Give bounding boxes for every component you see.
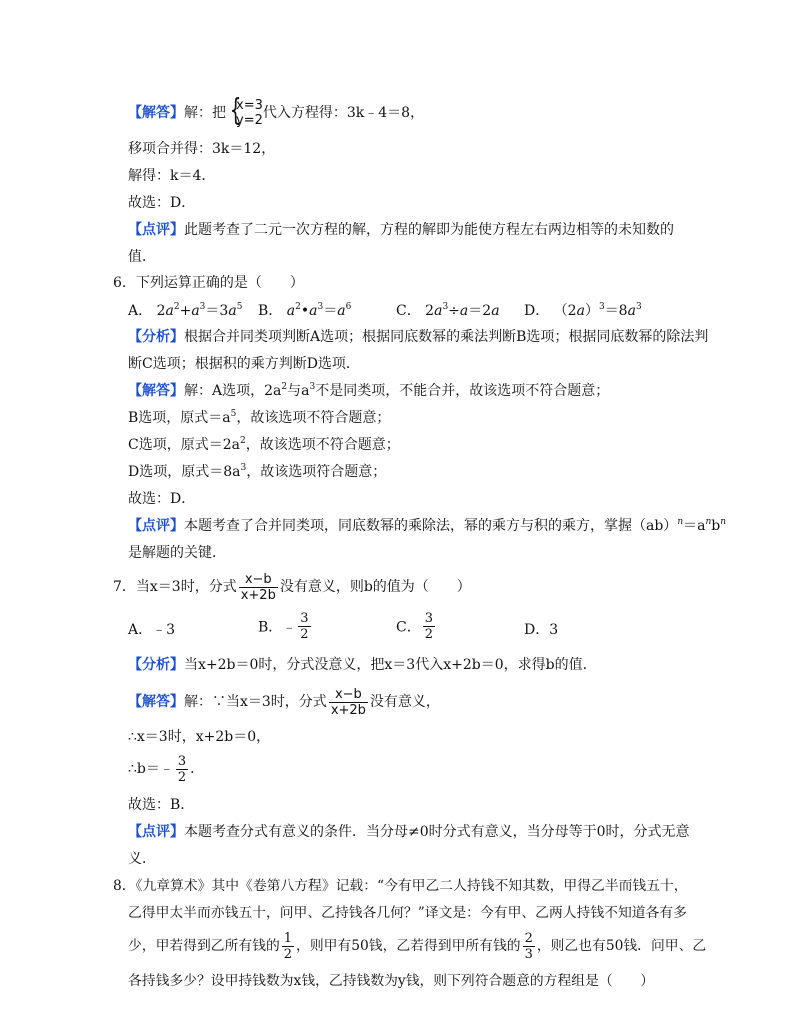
stem-text: 少，甲若得到乙所有钱的 [128,938,280,954]
answer-line: C选项，原式$=2a^2$，故该选项不符合题意； [128,436,400,453]
fraction-numerator: 3 [424,611,433,626]
answer-text: ，故该选项符合题意； [246,464,387,480]
solution-step: 解得：k＝4． [128,168,216,184]
fraction-numerator: 1 [283,931,293,946]
answer-text: 解：A选项，2a [184,383,282,399]
option-label: C． [396,303,421,319]
option-c: C． $2a^3\div a=2a$ [396,302,500,319]
comment-text: 是解题的关键． [128,545,226,561]
fraction-numerator: 2 [524,931,533,946]
solution-step: 移项合并得：3k＝12， [128,141,276,157]
comment-text: ＝a [683,518,706,534]
option-d: D．3 [524,622,559,638]
analysis-tag: 【分析】 [128,657,184,673]
answer-text: ． [190,761,205,777]
answer-text: 解：∵当x＝3时，分式 [184,694,327,710]
comment-tag: 【点评】 [128,518,184,534]
fraction-denominator: 2 [177,769,187,785]
question-stem [128,928,706,964]
answer-tag: 【解答】 [128,105,184,121]
option-c [396,611,437,642]
stem-text: ，则甲有50钱，乙若得到甲所有钱的 [296,938,521,954]
comment-line [128,822,690,842]
analysis-text: 当x+2b＝0时，分式没意义，把x＝3代入x+2b＝0，求得b的值． [184,657,597,673]
answer-text: ∴b＝﹣ [128,761,174,777]
brace-icon: { [229,93,242,128]
question-stem: 6．下列运算正确的是（ ） [113,275,304,291]
answer-text: 没有意义， [369,694,440,710]
equation-system [226,93,263,128]
choice-line: 故选：B． [128,797,195,813]
fraction-denominator: x+2b [240,587,276,603]
comment-text: 本题考查分式有意义的条件．当分母≠0时分式有意义，当分母等于0时，分式无意 [184,824,690,840]
question-stem: 乙得甲太半而亦钱五十，问甲、乙持钱各几何？”译文是：今有甲、乙两人持钱不知道各有多 [128,905,687,921]
stem-text: 7．当x＝3时，分式 [113,579,237,595]
fraction-numerator: 3 [300,611,309,626]
option-label: C． [396,619,421,636]
analysis-line [128,655,597,675]
question-stem [113,570,471,604]
fraction [282,931,294,962]
fraction-denominator: 2 [300,627,309,642]
option-d: D． $(2a)^3=8a^3$ [524,302,642,319]
answer-text: 解：把 [184,105,226,121]
comment-text: 此题考查了二元一次方程的解，方程的解即为能使方程左右两边相等的未知数的 [184,222,674,238]
solution-step [128,752,204,786]
fraction-denominator: 2 [283,947,293,962]
system-row-2: y=2 [236,113,263,128]
option-label: D． [524,303,550,319]
answer-text: B选项，原式＝a [128,410,231,426]
fraction [423,611,435,642]
answer-text: ，故该选项不符合题意； [236,410,391,426]
comment-text: 义． [128,851,156,867]
answer-text: 代入方程得：3k﹣4＝8， [262,105,425,121]
comment-tag: 【点评】 [128,222,184,238]
option-label: B． [258,303,283,319]
fraction-numerator: x−b [329,687,368,703]
question-stem: 8．《九章算术》其中《卷第八方程》记载：“今有甲乙二人持钱不知其数，甲得乙半而钱五十， [113,878,688,894]
answer-line: 【解答】解：A选项，$2a^2$与$a^3$不是同类项，不能合并，故该选项不符合题意； [128,382,610,399]
answer-text: D选项，原式＝8a [128,464,241,480]
answer-text: 不是同类项，不能合并，故该选项不符合题意； [315,383,610,399]
comment-text: b [711,518,721,534]
analysis-text: 断C选项；根据积的乘方判断D选项． [128,356,360,372]
system-row-1: x=3 [236,98,263,113]
fraction-numerator: x−b [239,572,278,588]
fraction [523,931,535,962]
comment-text: 值． [128,249,156,265]
answer-tag: 【解答】 [128,694,184,710]
analysis-line [128,327,708,347]
fraction-numerator: 3 [177,753,187,769]
answer-text: C选项，原式＝2a [128,437,240,453]
question-stem: 各持钱多少？设甲持钱数为x钱，乙持钱数为y钱，则下列符合题意的方程组是（ ） [128,973,655,989]
solution-step: ∴x＝3时，x+2b＝0， [128,729,271,745]
stem-text: ，则乙也有50钱．问甲、乙 [536,938,707,954]
fraction [239,572,278,603]
comment-tag: 【点评】 [128,824,184,840]
option-b [258,611,313,642]
analysis-text: 根据合并同类项判断A选项；根据同底数幂的乘法判断B选项；根据同底数幂的除法判 [184,329,709,345]
option-a: A．﹣3 [128,622,176,638]
answer-text: ，故该选项不符合题意； [245,437,400,453]
fraction [298,611,310,642]
fraction [176,754,188,785]
fraction-denominator: x+2b [330,702,366,718]
option-b: B． $a^2•a^3=a^6$ [258,302,352,319]
fraction [329,687,368,718]
fraction-denominator: 3 [524,947,533,962]
option-a: A． $2a^2+a^3=3a^5$ [128,302,243,319]
answer-line [128,685,440,719]
answer-tag: 【解答】 [128,383,184,399]
comment-line: 【点评】本题考查了合并同类项，同底数幂的乘除法，幂的乘方与积的乘方，掌握$(ab)^n=a^nb^n$ [128,517,727,534]
analysis-tag: 【分析】 [128,329,184,345]
choice-line: 故选：D． [128,195,196,211]
choice-line: 故选：D． [128,491,196,507]
answer-line: B选项，原式$=a^5$，故该选项不符合题意； [128,409,391,426]
option-label: A． [128,303,153,319]
answer-line: D选项，原式$=8a^3$，故该选项符合题意； [128,463,387,480]
answer-text: 与a [287,383,310,399]
comment-line [128,220,674,240]
fraction-denominator: 2 [424,627,433,642]
option-label: B．﹣ [258,619,297,636]
q5-answer-line [128,93,425,128]
stem-text: 没有意义，则b的值为（ ） [279,579,471,595]
comment-text: 本题考查了合并同类项，同底数幂的乘除法，幂的乘方与积的乘方，掌握（ab） [184,518,678,534]
